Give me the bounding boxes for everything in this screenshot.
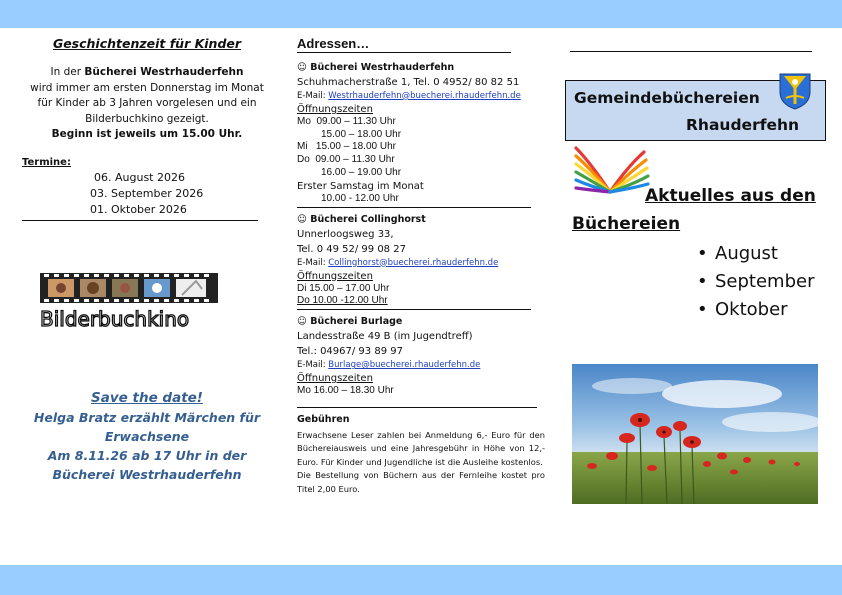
filmstrip-icon (36, 269, 222, 331)
column-adressen (297, 38, 545, 496)
library-burlage (297, 315, 545, 408)
termin-date: 03. September 2026 (90, 186, 204, 200)
column-kinder (22, 36, 272, 221)
aktuelles-heading: Aktuelles aus den (645, 186, 816, 206)
hours-list: Mo 16.00 – 18.30 Uhr (297, 385, 394, 397)
extra-hours-time: 10.00 - 12.00 Uhr (321, 192, 399, 204)
kinder-title: Geschichtenzeit für Kinder (52, 36, 242, 51)
fees-text: Erwachsene Leser zahlen bei Anmeldung 6,- Euro für den Büchereiausweis und eine Jahresgebühr in Höhe von 12,- Euro. Für Kinder und Jugendliche ist die Ausleihe kostenlos. (297, 429, 545, 467)
title-line: Rhauderfehn (686, 116, 800, 134)
hours-label: Öffnungszeiten (297, 103, 373, 115)
library-phone: Tel.: 04967/ 93 89 97 (297, 346, 403, 358)
divider (570, 51, 812, 52)
library-address: Schuhmacherstraße 1, Tel. 0 4952/ 80 82 51 (297, 76, 520, 88)
termin-date: 06. August 2026 (94, 170, 185, 184)
top-band (0, 0, 842, 28)
save-heading: Save the date! (91, 390, 203, 406)
adressen-heading: Adressen… (297, 38, 511, 53)
hours-label: Öffnungszeiten (297, 270, 373, 282)
library-address: Unnerloogsweg 33, (297, 228, 394, 240)
library-mail: E-Mail: Westrhauderfehn@buecherei.rhauderfehn.de (297, 90, 521, 101)
save-the-date (24, 388, 270, 484)
hours-list: Di 15.00 – 17.00 Uhr Do 10.00 -12.00 Uhr (297, 282, 390, 307)
library-name: ☺ Bücherei Westrhauderfehn (297, 61, 455, 73)
save-line: Am 8.11.26 ab 17 Uhr in der (47, 448, 247, 463)
title-line: Gemeindebüchereien (574, 89, 760, 107)
mail-link[interactable]: Westrhauderfehn@buecherei.rhauderfehn.de (328, 90, 521, 101)
divider (297, 407, 537, 408)
library-phone: Tel. 0 49 52/ 99 08 27 (297, 243, 406, 255)
poppy-field-photo (572, 364, 818, 504)
divider (22, 220, 258, 221)
library-mail: E-Mail: Burlage@buecherei.rhauderfehn.de (297, 360, 481, 371)
library-westrhauderfehn (297, 61, 545, 208)
rainbow-book-icon (572, 144, 650, 200)
months-list (697, 240, 815, 324)
aktuelles-heading: Büchereien (572, 214, 681, 234)
termine-list (22, 170, 272, 218)
fees-heading: Gebühren (297, 413, 350, 425)
mail-link[interactable]: Burlage@buecherei.rhauderfehn.de (328, 360, 481, 371)
list-item: • Oktober (697, 296, 815, 324)
hours-list: Mo 09.00 – 11.30 Uhr 15.00 – 18.00 Uhr Mi 15.00 – 18.00 Uhr Do 09.00 – 11.30 Uhr 16.00 – 19.00 Uhr (297, 115, 402, 178)
save-line: Helga Bratz erzählt Märchen für (33, 410, 261, 425)
fees-text: Die Bestellung von Büchern aus der Fernleihe kostet pro Titel 2,00 Euro. (297, 470, 545, 494)
library-collinghorst (297, 213, 545, 311)
library-address: Landesstraße 49 B (im Jugendtreff) (297, 331, 473, 343)
list-item: • September (697, 268, 815, 296)
kinder-intro: In der Bücherei Westrhauderfehn wird immer am ersten Donnerstag im Monat für Kinder ab 3 Jahren vorgelesen und ein Bilderbuchkino gezeigt. Beginn ist jeweils um 15.00 Uhr. (30, 66, 264, 140)
extra-hours: Erster Samstag im Monat (297, 180, 424, 192)
bottom-band (0, 565, 842, 595)
divider (297, 309, 531, 310)
library-mail: E-Mail: Collinghorst@buecherei.rhauderfehn.de (297, 257, 499, 268)
save-line: Bücherei Westrhauderfehn (52, 467, 242, 482)
library-name: ☺ Bücherei Burlage (297, 316, 403, 328)
mail-link[interactable]: Collinghorst@buecherei.rhauderfehn.de (328, 257, 499, 268)
save-line: Erwachsene (104, 429, 190, 444)
termine-heading: Termine: (22, 156, 71, 168)
film-label: Bilderbuchkino (40, 307, 190, 331)
termin-date: 01. Oktober 2026 (90, 202, 187, 216)
hours-label: Öffnungszeiten (297, 373, 373, 385)
divider (297, 207, 531, 208)
library-name: ☺ Bücherei Collinghorst (297, 213, 426, 225)
coat-of-arms-icon (778, 70, 812, 110)
list-item: • August (697, 240, 815, 268)
